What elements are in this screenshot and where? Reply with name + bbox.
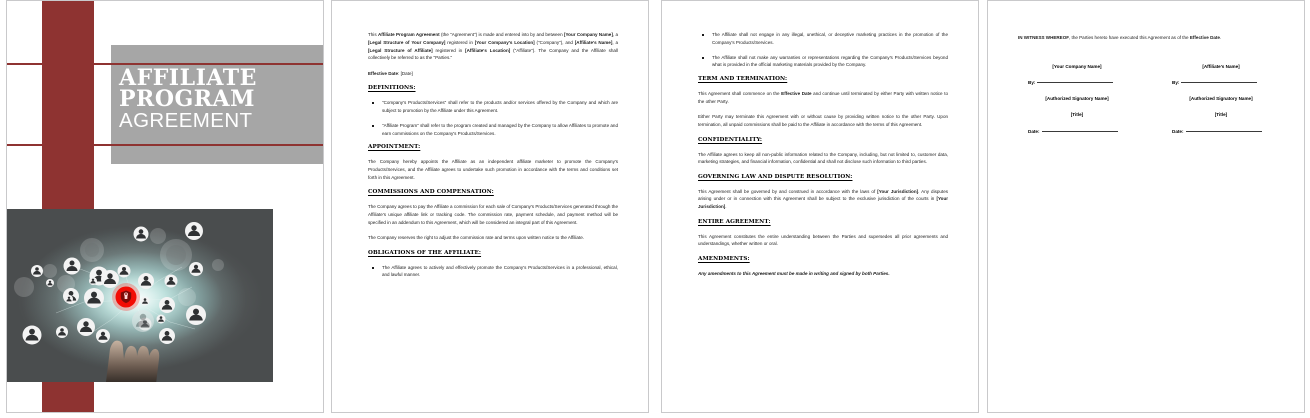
page-two-content <box>368 31 618 286</box>
heading-obligations: OBLIGATIONS OF THE AFFILIATE: <box>368 249 482 256</box>
page-two[interactable] <box>331 0 649 413</box>
signature-block <box>1018 64 1280 145</box>
cover-title-line-2: PROGRAM <box>119 86 255 113</box>
heading-definitions: DEFINITIONS: <box>368 85 416 92</box>
signature-by-field[interactable] <box>1018 80 1136 85</box>
cover-title-line-1: AFFILIATE <box>119 65 257 91</box>
cover-title-block <box>119 65 324 133</box>
signatory-title: [Title] <box>1214 111 1228 117</box>
heading-entire-agreement: ENTIRE AGREEMENT: <box>698 218 771 225</box>
heading-appointment: APPOINTMENT: <box>368 144 421 151</box>
list-item: The Affiliate agrees to actively and effectively promote the Company's Products/Services in a professional, ethical, and lawful manner. <box>368 264 618 280</box>
signature-line[interactable] <box>1181 82 1257 83</box>
obligations-list-continued <box>698 31 948 69</box>
heading-term-and-termination: TERM AND TERMINATION: <box>698 76 788 83</box>
heading-amendments: AMENDMENTS: <box>698 255 750 262</box>
commissions-body-1: The Company agrees to pay the Affiliate a commission for each sale of Company's Products/Services generated through the Affiliate's unique affiliate link or tracking code. The commission rate, payment schedule, and payment method will be specified in an addendum to this Agreement, which will be considered an integral part of this Agreement. <box>368 204 618 225</box>
amendments-body: Any amendments to this Agreement must be made in writing and signed by both Parties. <box>698 270 890 276</box>
cover-rule-bottom <box>6 144 324 146</box>
list-item: "Affiliate Program" shall refer to the program created and managed by the Company to allow Affiliates to promote and earn commissions on the Company's Products/Services. <box>368 122 618 138</box>
intro-paragraph: This Affiliate Program Agreement (the "Agreement") is made and entered into by and between [Your Company Name], a [Legal Structure of Your Company] registered in [Your Company's Location] ("Company"), and [Affiliate's Name], a [Legal Structure of Affiliate] registered in [Affiliate's Location] ("Affiliate"). The Company and the Affiliate shall collectively be referred to as the "Parties." <box>368 32 618 61</box>
date-line[interactable] <box>1186 131 1262 132</box>
by-label: By: <box>1028 79 1036 85</box>
date-line[interactable] <box>1042 131 1118 132</box>
appointment-body: The Company hereby appoints the Affiliate as an independent affiliate marketer to promote the Company's Products/Services, and the Affiliate agrees to undertake such promotion in accordance with the terms and conditions set forth in this Agreement. <box>368 159 618 180</box>
entire-agreement-body: This Agreement constitutes the entire understanding between the Parties and supersedes all prior agreements and understandings, whether written or oral. <box>698 233 948 247</box>
authorized-signatory-name: [Authorized Signatory Name] <box>1189 95 1253 101</box>
obligations-list <box>368 264 618 280</box>
signatory-title: [Title] <box>1070 111 1084 117</box>
signature-column-affiliate <box>1162 64 1280 145</box>
page-three[interactable] <box>661 0 979 413</box>
signature-date-field[interactable] <box>1162 129 1280 134</box>
signature-by-field[interactable] <box>1162 80 1280 85</box>
governing-law-body: This Agreement shall be governed by and construed in accordance with the laws of [Your Jurisdiction]. Any disputes arising under or in connection with this Agreement shall be subject to the exclusive jurisdiction of the courts in [Your Jurisdiction]. <box>698 188 948 210</box>
list-item: The Affiliate shall not engage in any illegal, unethical, or deceptive marketing practices in the promotion of the Company's Products/Services. <box>698 31 948 47</box>
cover-title-line-3: AGREEMENT <box>119 109 253 133</box>
heading-commissions: COMMISSIONS AND COMPENSATION: <box>368 189 494 196</box>
term-body-1: This Agreement shall commence on the Effective Date and continue until terminated by either Party with written notice to the other Party. <box>698 91 948 105</box>
central-security-node <box>112 283 140 311</box>
commissions-body-2: The Company reserves the right to adjust the commission rate and terms upon written notice to the Affiliate. <box>368 235 585 241</box>
authorized-signatory-name: [Authorized Signatory Name] <box>1045 95 1109 101</box>
page-three-content <box>698 31 948 285</box>
page-cover[interactable] <box>6 0 324 413</box>
signature-column-company <box>1018 64 1136 145</box>
list-item: "Company's Products/Services" shall refer to the products and/or services offered by the Company and which are subject to promotion by the Affiliate under this Agreement. <box>368 99 618 115</box>
affiliate-network-icon <box>6 209 273 382</box>
confidentiality-body: The Affiliate agrees to keep all non-public information related to the Company, including, but not limited to, customer data, marketing strategies, and financial information, confidential and shall not disclose such information to third parties. <box>698 151 948 165</box>
date-label: Date: <box>1172 128 1184 134</box>
page-four-content <box>1018 34 1280 145</box>
witness-clause: IN WITNESS WHEREOF, the Parties hereto have executed this Agreement as of the Effective Date. <box>1018 35 1222 40</box>
list-item: The Affiliate shall not make any warranties or representations regarding the Company's Products/Services beyond what is provided in the official marketing materials provided by the Company. <box>698 54 948 70</box>
party-name: [Affiliate's Name] <box>1202 63 1240 69</box>
page-four-signatures[interactable] <box>987 0 1305 413</box>
heading-governing-law: GOVERNING LAW AND DISPUTE RESOLUTION: <box>698 173 853 180</box>
heading-confidentiality: CONFIDENTIALITY: <box>698 136 763 143</box>
signature-line[interactable] <box>1037 82 1113 83</box>
date-label: Date: <box>1028 128 1040 134</box>
effective-date-line: Effective Date: [Date] <box>368 70 413 76</box>
party-name: [Your Company Name] <box>1052 63 1102 69</box>
cover-artwork-affiliate-network <box>6 209 273 382</box>
signature-date-field[interactable] <box>1018 129 1136 134</box>
by-label: By: <box>1172 79 1180 85</box>
definitions-list <box>368 99 618 137</box>
term-body-2: Either Party may terminate this Agreement with or without cause by providing written notice to the other Party. Upon termination, all unpaid commissions shall be paid to the Affiliate in accordance with the terms of this Agreement. <box>698 114 948 128</box>
